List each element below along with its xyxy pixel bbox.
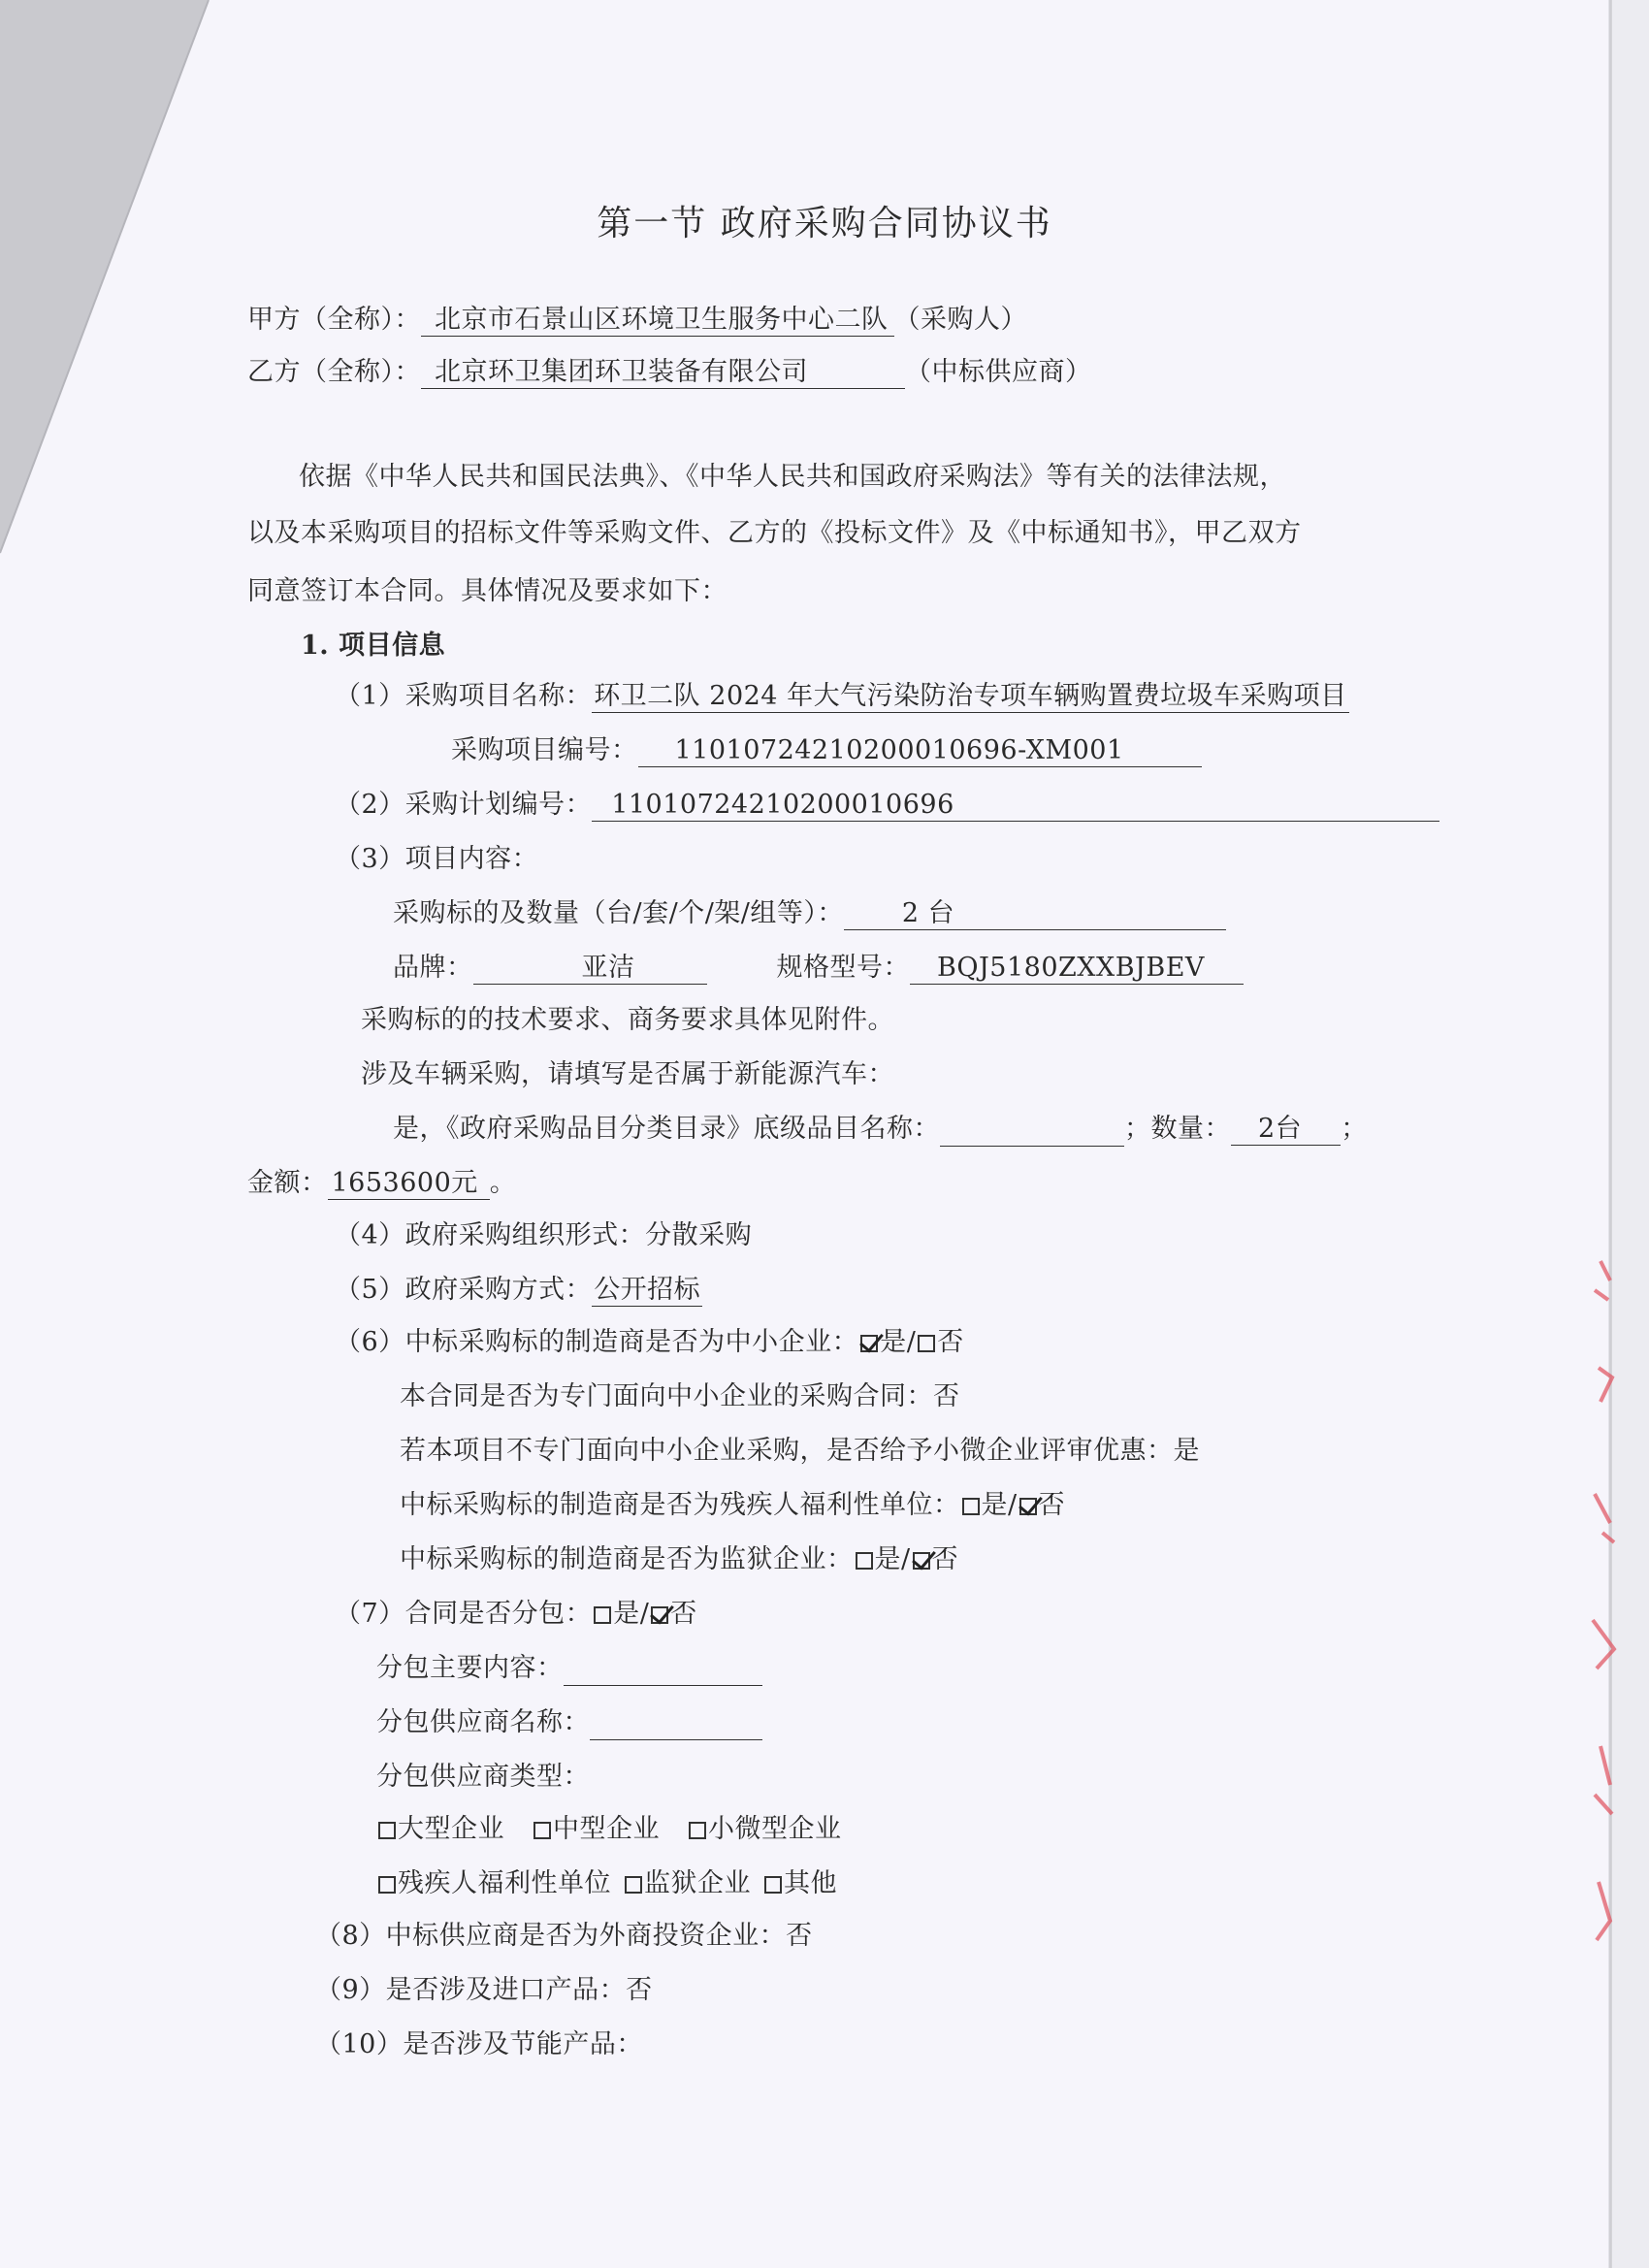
party-a-name: 北京市石景山区环境卫生服务中心二队 [421,305,894,337]
procurement-method: 公开招标 [594,1275,701,1305]
subcontract-supplier-line [376,1705,762,1740]
item5-label: （5）政府采购方式： [335,1275,593,1305]
micro-preference-line: 若本项目不专门面向中小企业采购，是否给予小微企业评审优惠：是 [400,1436,1200,1466]
item3-label: （3）项目内容： [335,844,539,874]
sme-no-label: 否 [937,1327,964,1357]
welfare-no-label: 否 [1038,1490,1066,1520]
prison-line [400,1542,958,1577]
sme-slash: / [906,1327,917,1357]
subcontract-supplier-blank [590,1710,762,1740]
subcontract-supplier-label: 分包供应商名称： [376,1707,590,1737]
project-code-line [451,733,1202,768]
type-large-label: 大型企业 [398,1814,504,1844]
model-label: 规格型号： [776,953,910,983]
party-b-role: （中标供应商） [905,357,1092,387]
prison-slash: / [901,1544,911,1574]
project-code: 11010724210200010696-XM001 [638,735,1202,767]
prison-no-label: 否 [931,1544,959,1574]
subcontract-content-line [376,1651,762,1686]
subcontract-yes-label: 是 [613,1599,640,1629]
enterprise-type-row-2 [376,1866,837,1901]
subcontract-no-checkbox[interactable] [651,1606,668,1624]
amount-label: 金额： [247,1168,328,1198]
amount-end: 。 [489,1168,517,1198]
quantity-value: 2 台 [844,898,1226,930]
welfare-slash: / [1008,1490,1018,1520]
tech-note: 采购标的的技术要求、商务要求具体见附件。 [361,1005,894,1035]
item6-label: （6）中标采购标的制造商是否为中小企业： [335,1327,859,1357]
catalog-qty-value: 2台 [1231,1114,1341,1146]
party-b-name: 北京环卫集团环卫装备有限公司 [421,357,905,389]
item10-line: （10）是否涉及节能产品： [315,2029,643,2059]
welfare-no-checkbox[interactable] [1019,1498,1037,1515]
party-a-line [247,303,1027,338]
brand-label: 品牌： [393,953,473,983]
item5-line [335,1273,702,1308]
welfare-label: 中标采购标的制造商是否为残疾人福利性单位： [400,1490,960,1520]
seal-stamp-edge [1581,1242,1620,1979]
item1-label: （1）采购项目名称： [335,681,593,711]
item2-label: （2）采购计划编号： [335,790,593,820]
catalog-end: ； [1341,1114,1368,1144]
item9-line: （9）是否涉及进口产品：否 [315,1975,653,2005]
quantity-label: 采购标的及数量（台/套/个/架/组等）： [393,898,844,928]
amount-line [247,1166,516,1201]
plan-code: 11010724210200010696 [592,790,1439,822]
prison-label: 中标采购标的制造商是否为监狱企业： [400,1544,854,1574]
project-code-label: 采购项目编号： [451,735,638,765]
subcontract-type-label: 分包供应商类型： [376,1762,590,1792]
subcontract-content-label: 分包主要内容： [376,1653,564,1683]
item7-line [335,1597,697,1632]
type-other-checkbox[interactable] [764,1876,782,1894]
type-large-checkbox[interactable] [378,1822,396,1839]
type-other-label: 其他 [784,1868,837,1898]
amount-value: 1653600元 [328,1168,490,1200]
welfare-line [400,1488,1065,1523]
item6-line [335,1325,964,1360]
intro-line-2: 以及本采购项目的招标文件等采购文件、乙方的《投标文件》及《中标通知书》，甲乙双方 [247,518,1302,548]
project-name: 环卫二队 2024 年大气污染防治专项车辆购置费垃圾车采购项目 [594,681,1347,711]
intro-line-1: 依据《中华人民共和国民法典》、《中华人民共和国政府采购法》等有关的法律法规， [299,462,1286,492]
item7-label: （7）合同是否分包： [335,1599,593,1629]
subcontract-no-label: 否 [670,1599,697,1629]
item4-line: （4）政府采购组织形式：分散采购 [335,1220,753,1250]
subcontract-content-blank [564,1656,762,1686]
type-medium-label: 中型企业 [553,1814,660,1844]
quantity-line [393,896,1226,931]
type-prison-checkbox[interactable] [625,1876,642,1894]
document-title: 第一节 政府采购合同协议书 [597,204,1052,243]
catalog-qty-label: ；数量： [1124,1114,1231,1144]
sme-no-checkbox[interactable] [918,1335,935,1352]
party-b-line [247,355,1092,390]
subcontract-yes-checkbox[interactable] [594,1606,611,1624]
item8-line: （8）中标供应商是否为外商投资企业：否 [315,1921,813,1951]
type-micro-label: 小微型企业 [708,1814,842,1844]
type-welfare-checkbox[interactable] [378,1876,396,1894]
intro-line-3: 同意签订本合同。具体情况及要求如下： [247,576,728,606]
catalog-line [393,1112,1368,1147]
type-medium-checkbox[interactable] [534,1822,551,1839]
item1-line [335,679,1349,714]
prison-no-checkbox[interactable] [913,1552,930,1570]
sme-yes-checkbox[interactable] [860,1335,878,1352]
type-prison-label: 监狱企业 [644,1868,751,1898]
welfare-yes-checkbox[interactable] [962,1498,980,1515]
vehicle-note: 涉及车辆采购，请填写是否属于新能源汽车： [361,1059,894,1089]
sme-contract-line: 本合同是否为专门面向中小企业的采购合同：否 [400,1381,960,1411]
party-a-label: 甲方（全称）： [247,305,421,335]
catalog-label: 是，《政府采购品目分类目录》底级品目名称： [393,1114,940,1144]
brand-model-line [393,951,1244,986]
prison-yes-label: 是 [874,1544,901,1574]
type-welfare-label: 残疾人福利性单位 [398,1868,611,1898]
item2-line [335,788,1439,823]
welfare-yes-label: 是 [981,1490,1008,1520]
catalog-blank [940,1117,1124,1147]
party-b-label: 乙方（全称）： [247,357,421,387]
prison-yes-checkbox[interactable] [856,1552,873,1570]
subcontract-slash: / [639,1599,650,1629]
party-a-role: （采购人） [893,305,1027,335]
model-value: BQJ5180ZXXBJBEV [910,953,1244,985]
sme-yes-label: 是 [880,1327,907,1357]
enterprise-type-row-1 [376,1812,842,1847]
type-micro-checkbox[interactable] [689,1822,706,1839]
section-project-info: 1. 项目信息 [301,631,446,661]
brand-value: 亚洁 [473,953,707,985]
